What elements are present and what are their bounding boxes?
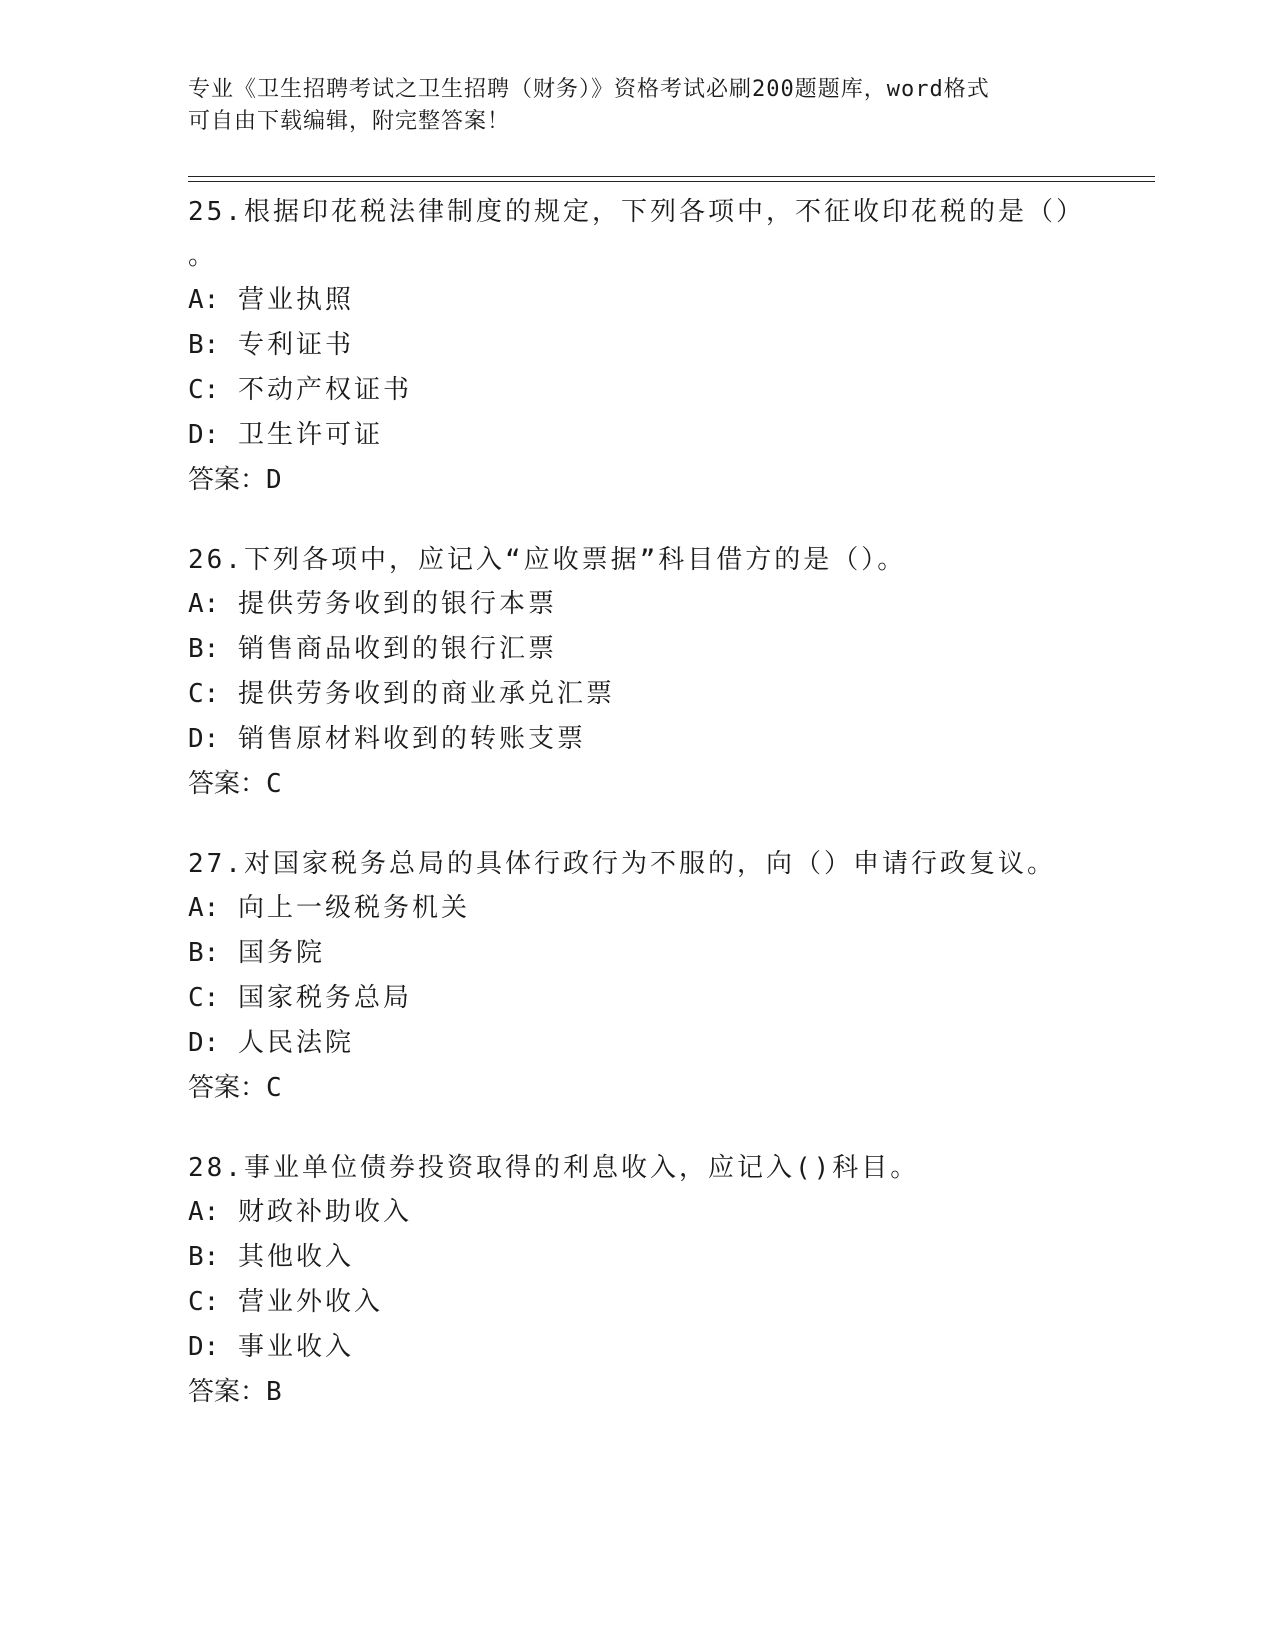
answer-label: 答案： xyxy=(188,769,267,799)
option-text: 专利证书 xyxy=(237,330,354,360)
option-text: 销售商品收到的银行汇票 xyxy=(237,634,557,664)
answer xyxy=(188,1066,1148,1110)
option-text: 营业外收入 xyxy=(237,1287,383,1317)
option-c xyxy=(188,672,1148,717)
option-text: 国务院 xyxy=(237,938,325,968)
document-header xyxy=(188,74,1068,138)
option-d xyxy=(188,413,1148,458)
answer-value: B xyxy=(266,1377,282,1407)
option-letter: C: xyxy=(188,1287,220,1317)
option-text: 提供劳务收到的商业承兑汇票 xyxy=(237,679,615,709)
option-letter: B: xyxy=(188,330,220,360)
option-d xyxy=(188,1021,1148,1066)
option-text: 向上一级税务机关 xyxy=(237,893,470,923)
question-stem: 26.下列各项中，应记入“应收票据”科目借方的是（）。 xyxy=(188,545,907,575)
header-line-2: 可自由下载编辑，附完整答案！ xyxy=(188,109,511,134)
answer-value: D xyxy=(266,465,282,495)
answer-label: 答案： xyxy=(188,1377,267,1407)
option-c xyxy=(188,976,1148,1021)
question-26 xyxy=(188,538,1148,806)
option-letter: D: xyxy=(188,420,220,450)
question-stem-continuation: 。 xyxy=(188,241,218,271)
option-letter: D: xyxy=(188,1028,220,1058)
answer xyxy=(188,762,1148,806)
answer xyxy=(188,458,1148,502)
question-stem: 28.事业单位债券投资取得的利息收入，应记入()科目。 xyxy=(188,1153,920,1183)
option-letter: C: xyxy=(188,983,220,1013)
option-d xyxy=(188,1325,1148,1370)
option-b xyxy=(188,627,1148,672)
option-letter: D: xyxy=(188,1332,220,1362)
option-text: 财政补助收入 xyxy=(237,1197,412,1227)
question-27 xyxy=(188,842,1148,1110)
option-a xyxy=(188,886,1148,931)
option-text: 销售原材料收到的转账支票 xyxy=(237,724,586,754)
option-c xyxy=(188,1280,1148,1325)
option-b xyxy=(188,323,1148,368)
option-text: 不动产权证书 xyxy=(237,375,412,405)
option-letter: A: xyxy=(188,1197,220,1227)
option-text: 事业收入 xyxy=(237,1332,354,1362)
option-a xyxy=(188,278,1148,323)
option-letter: A: xyxy=(188,589,220,619)
answer-label: 答案： xyxy=(188,465,267,495)
question-stem: 25.根据印花税法律制度的规定，下列各项中，不征收印花税的是（） xyxy=(188,197,1085,227)
option-letter: B: xyxy=(188,1242,220,1272)
header-divider-bottom xyxy=(188,181,1155,182)
header-line-1: 专业《卫生招聘考试之卫生招聘（财务）》资格考试必刷200题题库，word格式 xyxy=(188,77,990,102)
option-a xyxy=(188,582,1148,627)
option-b xyxy=(188,1235,1148,1280)
option-letter: D: xyxy=(188,724,220,754)
option-a xyxy=(188,1190,1148,1235)
option-text: 提供劳务收到的银行本票 xyxy=(237,589,557,619)
question-list xyxy=(188,190,1148,1450)
option-letter: B: xyxy=(188,634,220,664)
option-text: 卫生许可证 xyxy=(237,420,383,450)
option-letter: A: xyxy=(188,285,220,315)
option-text: 营业执照 xyxy=(237,285,354,315)
option-text: 人民法院 xyxy=(237,1028,354,1058)
answer-label: 答案： xyxy=(188,1073,267,1103)
question-25 xyxy=(188,190,1148,502)
answer xyxy=(188,1370,1148,1414)
answer-value: C xyxy=(266,769,282,799)
option-text: 其他收入 xyxy=(237,1242,354,1272)
option-letter: C: xyxy=(188,375,220,405)
question-28 xyxy=(188,1146,1148,1414)
answer-value: C xyxy=(266,1073,282,1103)
header-divider-top xyxy=(188,176,1155,177)
option-letter: C: xyxy=(188,679,220,709)
option-c xyxy=(188,368,1148,413)
option-letter: B: xyxy=(188,938,220,968)
option-letter: A: xyxy=(188,893,220,923)
option-text: 国家税务总局 xyxy=(237,983,412,1013)
option-b xyxy=(188,931,1148,976)
question-stem: 27.对国家税务总局的具体行政行为不服的，向（）申请行政复议。 xyxy=(188,849,1056,879)
option-d xyxy=(188,717,1148,762)
